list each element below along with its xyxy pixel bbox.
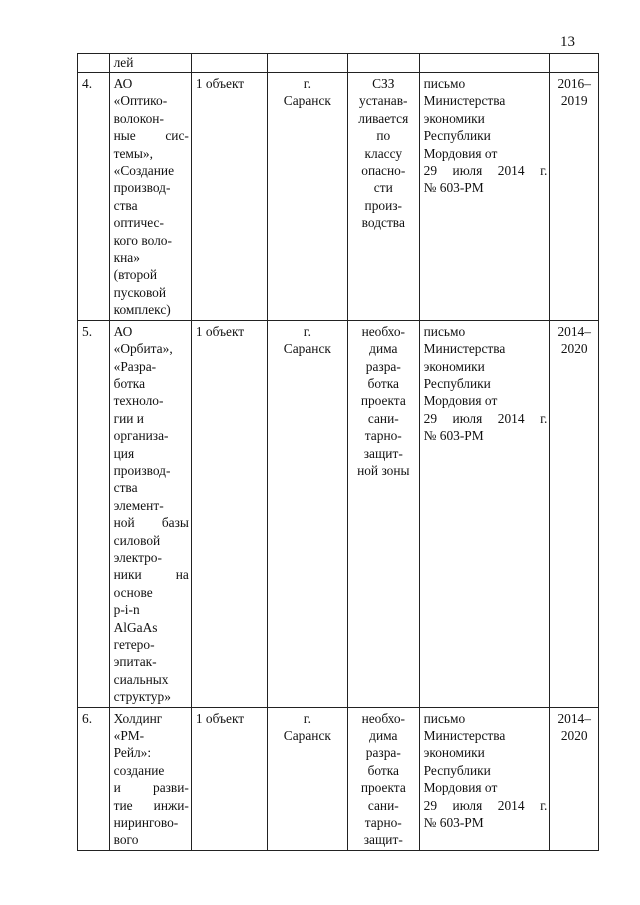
basis-line: Мордовия от bbox=[423, 393, 498, 409]
period-cell bbox=[550, 320, 599, 707]
szz-line: ботка bbox=[367, 762, 399, 778]
name-line: производ- bbox=[113, 462, 171, 478]
city-line: г. bbox=[303, 323, 312, 339]
basis-line: Министерства bbox=[423, 728, 506, 744]
szz-line: опасно- bbox=[361, 163, 406, 179]
name-line: АО bbox=[113, 76, 133, 91]
szz-line: необхо- bbox=[361, 323, 406, 339]
number-line: 6. bbox=[82, 710, 93, 726]
basis-line: письмо bbox=[423, 323, 466, 339]
city-line: Саранск bbox=[283, 341, 331, 357]
basis-line: Министерства bbox=[423, 341, 506, 357]
period-cell bbox=[550, 707, 599, 850]
name-line: p-i-n bbox=[113, 602, 140, 618]
name-line: комплекс) bbox=[113, 302, 171, 318]
period-line: 2014– bbox=[557, 323, 591, 339]
page-number: 13 bbox=[560, 34, 575, 50]
name-cell bbox=[109, 320, 191, 707]
szz-cell bbox=[347, 320, 419, 707]
quantity-cell bbox=[191, 73, 267, 321]
basis-cell bbox=[419, 320, 550, 707]
name-line: производ- bbox=[113, 180, 171, 196]
name-cell bbox=[109, 707, 191, 850]
szz-line: проекта bbox=[360, 780, 406, 796]
name-line: кого воло- bbox=[113, 232, 172, 248]
szz-line: сани- bbox=[367, 797, 399, 813]
name-line: электро- bbox=[113, 549, 162, 565]
basis-line: экономики bbox=[423, 745, 485, 761]
basis-line: Республики bbox=[423, 128, 491, 144]
name-line: и разви- bbox=[113, 780, 189, 796]
szz-line: разра- bbox=[365, 358, 401, 374]
quantity-cell bbox=[191, 707, 267, 850]
name-line: техноло- bbox=[113, 393, 164, 409]
basis-line: 29 июля 2014 г. bbox=[423, 163, 548, 179]
basis-cell bbox=[419, 73, 550, 321]
city-line: г. bbox=[303, 710, 312, 726]
szz-line: ной зоны bbox=[357, 462, 410, 478]
szz-line: тарно- bbox=[364, 815, 402, 831]
basis-cell bbox=[419, 707, 550, 850]
szz-line: ботка bbox=[367, 375, 399, 391]
name-line: ные сис- bbox=[113, 128, 189, 144]
name-line: Рейл»: bbox=[113, 745, 152, 761]
szz-line: ливается bbox=[358, 110, 409, 126]
szz-line: водства bbox=[361, 215, 405, 231]
name-line: нирингово- bbox=[113, 815, 179, 831]
city-line: г. bbox=[303, 76, 312, 91]
szz-line: произ- bbox=[364, 197, 403, 213]
szz-line: необхо- bbox=[361, 710, 406, 726]
szz-line: тарно- bbox=[364, 428, 402, 444]
period-cell bbox=[550, 73, 599, 321]
name-line: ства bbox=[113, 480, 138, 496]
szz-cell bbox=[347, 707, 419, 850]
basis-line: экономики bbox=[423, 358, 485, 374]
period-line: 2019 bbox=[560, 93, 588, 109]
name-line: ники на bbox=[113, 567, 189, 583]
basis-line: экономики bbox=[423, 110, 485, 126]
szz-line: СЗЗ bbox=[372, 76, 395, 91]
name-line: «РМ- bbox=[113, 728, 145, 744]
table-row bbox=[78, 320, 599, 707]
szz-line: сти bbox=[373, 180, 393, 196]
szz-line: дима bbox=[369, 341, 398, 357]
basis-line: № 603-РМ bbox=[423, 428, 484, 444]
basis-line: Республики bbox=[423, 762, 491, 778]
name-line: структур» bbox=[113, 689, 171, 705]
period-line: 2016– bbox=[557, 76, 591, 91]
szz-line: устанав- bbox=[359, 93, 408, 109]
name-line: ной базы bbox=[113, 515, 189, 531]
name-line: оптичес- bbox=[113, 215, 164, 231]
basis-line: № 603-РМ bbox=[423, 180, 484, 196]
basis-line: 29 июля 2014 г. bbox=[423, 797, 548, 813]
quantity-line: 1 объект bbox=[195, 76, 245, 91]
name-line: Холдинг bbox=[113, 710, 163, 726]
name-line: гии и bbox=[113, 410, 144, 426]
name-cell: лей bbox=[109, 54, 191, 73]
name-line: создание bbox=[113, 762, 165, 778]
name-line: кна» bbox=[113, 250, 140, 266]
number-line: 4. bbox=[82, 76, 93, 91]
name-line: ботка bbox=[113, 375, 146, 391]
szz-line: дима bbox=[369, 728, 398, 744]
name-line: «Оптико- bbox=[113, 93, 168, 109]
table-row-continuation bbox=[78, 54, 599, 73]
city-cell bbox=[267, 320, 347, 707]
name-line: «Создание bbox=[113, 163, 175, 179]
szz-line: сани- bbox=[367, 410, 399, 426]
name-line: ция bbox=[113, 445, 135, 461]
name-line: темы», bbox=[113, 145, 153, 161]
period-line: 2020 bbox=[560, 728, 588, 744]
quantity-line: 1 объект bbox=[195, 323, 245, 339]
name-line: элемент- bbox=[113, 497, 164, 513]
name-line: основе bbox=[113, 584, 153, 600]
name-line: организа- bbox=[113, 428, 169, 444]
name-line: пусковой bbox=[113, 284, 167, 300]
quantity-line: 1 объект bbox=[195, 710, 245, 726]
name-line: вого bbox=[113, 832, 139, 848]
basis-line: письмо bbox=[423, 710, 466, 726]
name-cell bbox=[109, 73, 191, 321]
period-line: 2014– bbox=[557, 710, 591, 726]
name-line: эпитак- bbox=[113, 654, 157, 670]
objects-table bbox=[77, 53, 599, 851]
number-cell bbox=[78, 707, 110, 850]
szz-line: классу bbox=[364, 145, 403, 161]
quantity-cell bbox=[191, 320, 267, 707]
name-line: AlGaAs bbox=[113, 619, 158, 635]
name-line: ства bbox=[113, 197, 138, 213]
name-line: «Разра- bbox=[113, 358, 157, 374]
szz-line: защит- bbox=[363, 445, 403, 461]
city-line: Саранск bbox=[283, 728, 331, 744]
szz-line: проекта bbox=[360, 393, 406, 409]
name-line: силовой bbox=[113, 532, 161, 548]
number-line: 5. bbox=[82, 323, 93, 339]
name-line: сиальных bbox=[113, 671, 169, 687]
szz-line: по bbox=[376, 128, 391, 144]
basis-line: Министерства bbox=[423, 93, 506, 109]
basis-line: Мордовия от bbox=[423, 780, 498, 796]
basis-line: письмо bbox=[423, 76, 466, 91]
name-line: «Орбита», bbox=[113, 341, 173, 357]
city-cell bbox=[267, 707, 347, 850]
table-row bbox=[78, 707, 599, 850]
table-row bbox=[78, 73, 599, 321]
number-cell bbox=[78, 73, 110, 321]
basis-line: Мордовия от bbox=[423, 145, 498, 161]
name-line: АО bbox=[113, 323, 133, 339]
name-line: волокон- bbox=[113, 110, 164, 126]
szz-line: защит- bbox=[363, 832, 403, 848]
name-line: (второй bbox=[113, 267, 158, 283]
number-cell bbox=[78, 320, 110, 707]
city-cell bbox=[267, 73, 347, 321]
city-line: Саранск bbox=[283, 93, 331, 109]
basis-line: 29 июля 2014 г. bbox=[423, 410, 548, 426]
szz-cell bbox=[347, 73, 419, 321]
basis-line: № 603-РМ bbox=[423, 815, 484, 831]
szz-line: разра- bbox=[365, 745, 401, 761]
name-line: гетеро- bbox=[113, 637, 155, 652]
name-line: тие инжи- bbox=[113, 797, 189, 813]
basis-line: Республики bbox=[423, 375, 491, 391]
period-line: 2020 bbox=[560, 341, 588, 357]
